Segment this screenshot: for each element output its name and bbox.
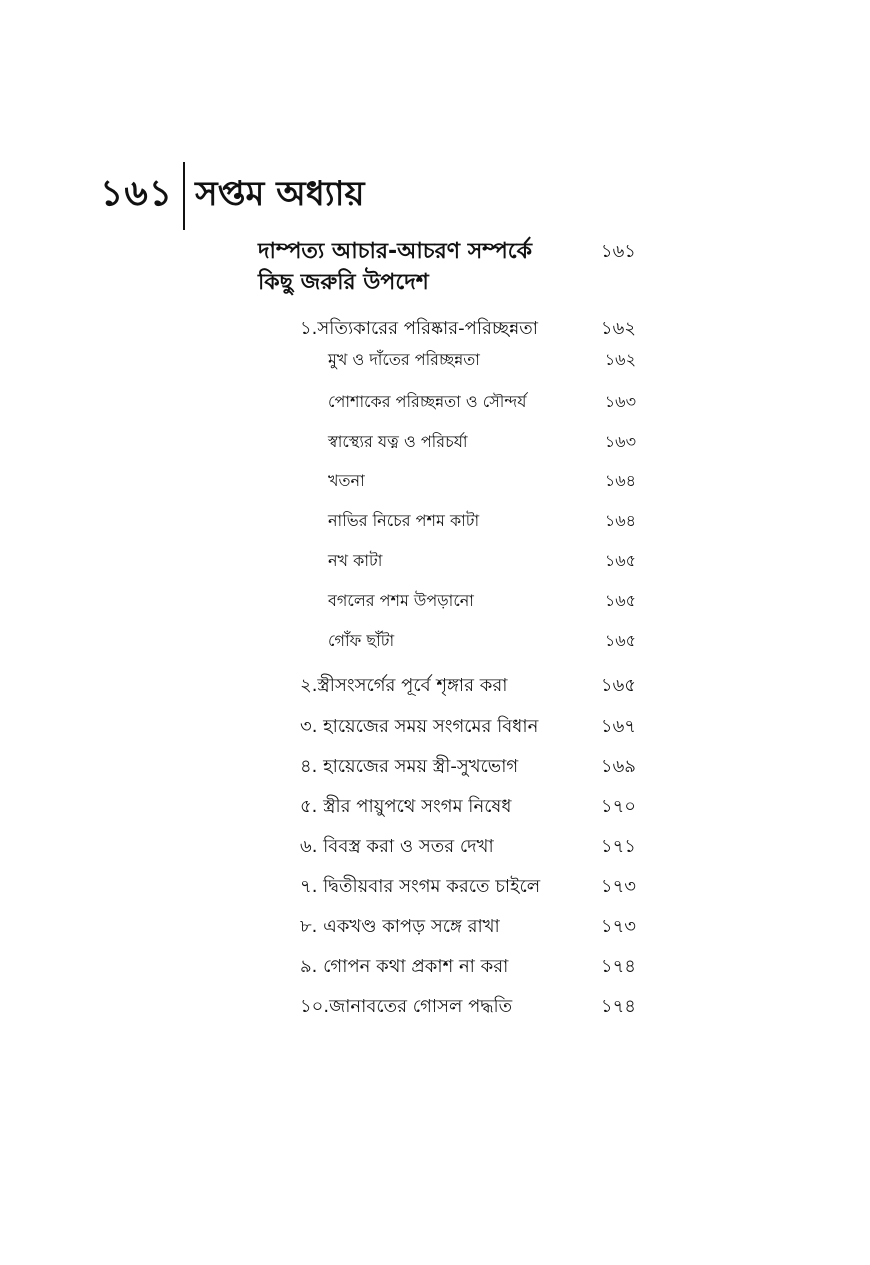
toc-entry-label: খতনা bbox=[328, 471, 365, 490]
toc-entry-page: ১৬৫ bbox=[604, 591, 636, 610]
toc-entry bbox=[300, 912, 636, 943]
toc-entry-page: ১৭৩ bbox=[600, 876, 636, 897]
toc-entry-page: ১৭৪ bbox=[600, 956, 636, 977]
toc-main-line1: দাম্পত্য আচার-আচরণ সম্পর্কে bbox=[258, 239, 532, 264]
toc-entry bbox=[300, 992, 636, 1023]
toc-entry bbox=[328, 508, 636, 535]
toc-entry-label: ৩. হায়েজের সময় সংগমের বিধান bbox=[300, 716, 539, 737]
toc-main-line2: কিছু জরুরি উপদেশ bbox=[258, 270, 429, 295]
toc-entry bbox=[328, 389, 636, 416]
toc-entry-page: ১৭৪ bbox=[600, 996, 636, 1017]
toc-entry bbox=[300, 792, 636, 823]
toc-entry bbox=[328, 468, 636, 495]
header-divider bbox=[183, 162, 185, 230]
toc-entry-page: ১৬৫ bbox=[604, 551, 636, 570]
toc-entry bbox=[300, 712, 636, 743]
toc-entry-label: নাভির নিচের পশম কাটা bbox=[328, 511, 480, 530]
toc-entry-page: ১৭০ bbox=[600, 796, 636, 817]
toc-entry-page: ১৬২ bbox=[600, 318, 636, 339]
toc-entry-page: ১৬৫ bbox=[600, 675, 636, 696]
toc-main-title bbox=[258, 236, 532, 298]
toc-entry-label: ১.সত্যিকারের পরিষ্কার-পরিচ্ছন্নতা bbox=[300, 318, 538, 339]
toc-entry bbox=[328, 588, 636, 615]
chapter-title: সপ্তম অধ্যায় bbox=[195, 173, 365, 214]
toc-entry bbox=[328, 347, 636, 374]
toc-entry-page: ১৬৫ bbox=[604, 631, 636, 650]
toc-entry bbox=[300, 872, 636, 903]
toc-entry-label: ৪. হায়েজের সময় স্ত্রী-সুখভোগ bbox=[300, 756, 519, 777]
toc-entry-label: ২.স্ত্রীসংসর্গের পূর্বে শৃঙ্গার করা bbox=[300, 675, 508, 696]
toc-entry-label: ৮. একখণ্ড কাপড় সঙ্গে রাখা bbox=[300, 916, 500, 937]
toc-entry bbox=[300, 314, 636, 345]
page-header bbox=[100, 160, 365, 232]
toc-entry bbox=[328, 429, 636, 456]
toc-entry-label: স্বাস্থ্যের যত্ন ও পরিচর্যা bbox=[328, 432, 468, 451]
toc-entry-page: ১৬৪ bbox=[604, 511, 636, 530]
toc-entry-page: ১৬৯ bbox=[600, 756, 636, 777]
toc-entry bbox=[300, 671, 636, 702]
toc-entry-label: ৫. স্ত্রীর পায়ুপথে সংগম নিষেধ bbox=[300, 796, 512, 817]
toc-entry bbox=[300, 752, 636, 783]
toc-entry-label: নখ কাটা bbox=[328, 551, 383, 570]
toc-entry-label: ৭. দ্বিতীয়বার সংগম করতে চাইলে bbox=[300, 876, 541, 897]
toc-entry bbox=[300, 952, 636, 983]
toc-main-page: ১৬১ bbox=[600, 241, 636, 262]
toc-entry-label: বগলের পশম উপড়ানো bbox=[328, 591, 474, 610]
toc-entry-page: ১৭১ bbox=[600, 836, 636, 857]
page-number: ১৬১ bbox=[100, 173, 174, 214]
toc-entry bbox=[300, 832, 636, 863]
toc-entry bbox=[328, 628, 636, 655]
toc-entry-label: ১০.জানাবতের গোসল পদ্ধতি bbox=[300, 996, 513, 1017]
toc-entry-page: ১৬৩ bbox=[604, 432, 636, 451]
toc-entry-page: ১৬৩ bbox=[604, 392, 636, 411]
toc-entry-label: ৯. গোপন কথা প্রকাশ না করা bbox=[300, 956, 509, 977]
toc-entry-page: ১৭৩ bbox=[600, 916, 636, 937]
toc-entry-page: ১৬৪ bbox=[604, 471, 636, 490]
toc-entry-label: পোশাকের পরিচ্ছন্নতা ও সৌন্দর্য bbox=[328, 392, 527, 411]
toc-main-entry bbox=[258, 236, 636, 298]
toc-entry-page: ১৬৭ bbox=[600, 716, 636, 737]
toc-entry-label: ৬. বিবস্ত্র করা ও সতর দেখা bbox=[300, 836, 494, 857]
toc-entry-label: গোঁফ ছাঁটা bbox=[328, 631, 395, 650]
toc-entry bbox=[328, 548, 636, 575]
toc-entry-label: মুখ ও দাঁতের পরিচ্ছন্নতা bbox=[328, 350, 480, 369]
toc-entry-page: ১৬২ bbox=[604, 350, 636, 369]
